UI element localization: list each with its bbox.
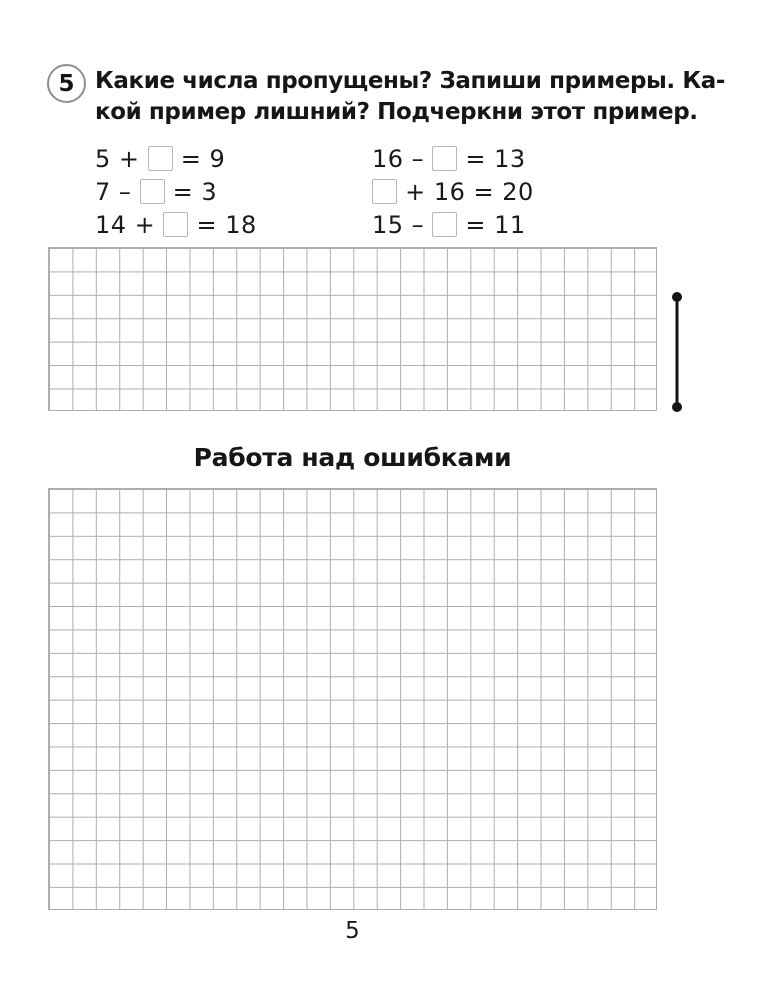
equation-2 (95, 175, 257, 208)
task-number: 5 (58, 70, 75, 97)
equation-text: 14 + (95, 210, 164, 239)
equation-text: = 18 (188, 210, 257, 239)
equation-6 (372, 208, 534, 241)
equation-text: = 11 (457, 210, 526, 239)
page-number: 5 (345, 918, 360, 944)
answer-box[interactable] (372, 179, 397, 204)
instruction-line-2: кой пример лишний? Подчеркни этот пример. (95, 99, 698, 125)
equation-text: 7 – (95, 177, 140, 206)
equation-text: 5 + (95, 144, 148, 173)
equation-1 (95, 142, 257, 175)
equation-text: = 13 (457, 144, 526, 173)
task-number-badge (47, 64, 86, 103)
equation-text: 15 – (372, 210, 433, 239)
task-instruction (95, 66, 725, 128)
answer-box[interactable] (432, 212, 457, 237)
answer-box[interactable] (140, 179, 165, 204)
equation-text: 16 – (372, 144, 433, 173)
equation-text: + 16 = 20 (397, 177, 534, 206)
answer-box[interactable] (432, 146, 457, 171)
answer-box[interactable] (148, 146, 173, 171)
equation-text: = 3 (164, 177, 218, 206)
stroke-end-dot-bottom (672, 402, 682, 412)
equation-3 (95, 208, 257, 241)
answer-box[interactable] (163, 212, 188, 237)
equation-4 (372, 142, 534, 175)
section-title: Работа над ошибками (193, 443, 512, 472)
stroke-line (675, 296, 678, 408)
writing-grid-bottom[interactable] (48, 488, 657, 910)
equation-5 (372, 175, 534, 208)
equations-right-column (372, 142, 534, 241)
pen-stroke-mark (671, 292, 682, 412)
writing-grid-top[interactable] (48, 247, 657, 411)
equation-text: = 9 (172, 144, 226, 173)
equations-left-column (95, 142, 257, 241)
instruction-line-1: Какие числа пропущены? Запиши примеры. Ка- (95, 68, 726, 94)
